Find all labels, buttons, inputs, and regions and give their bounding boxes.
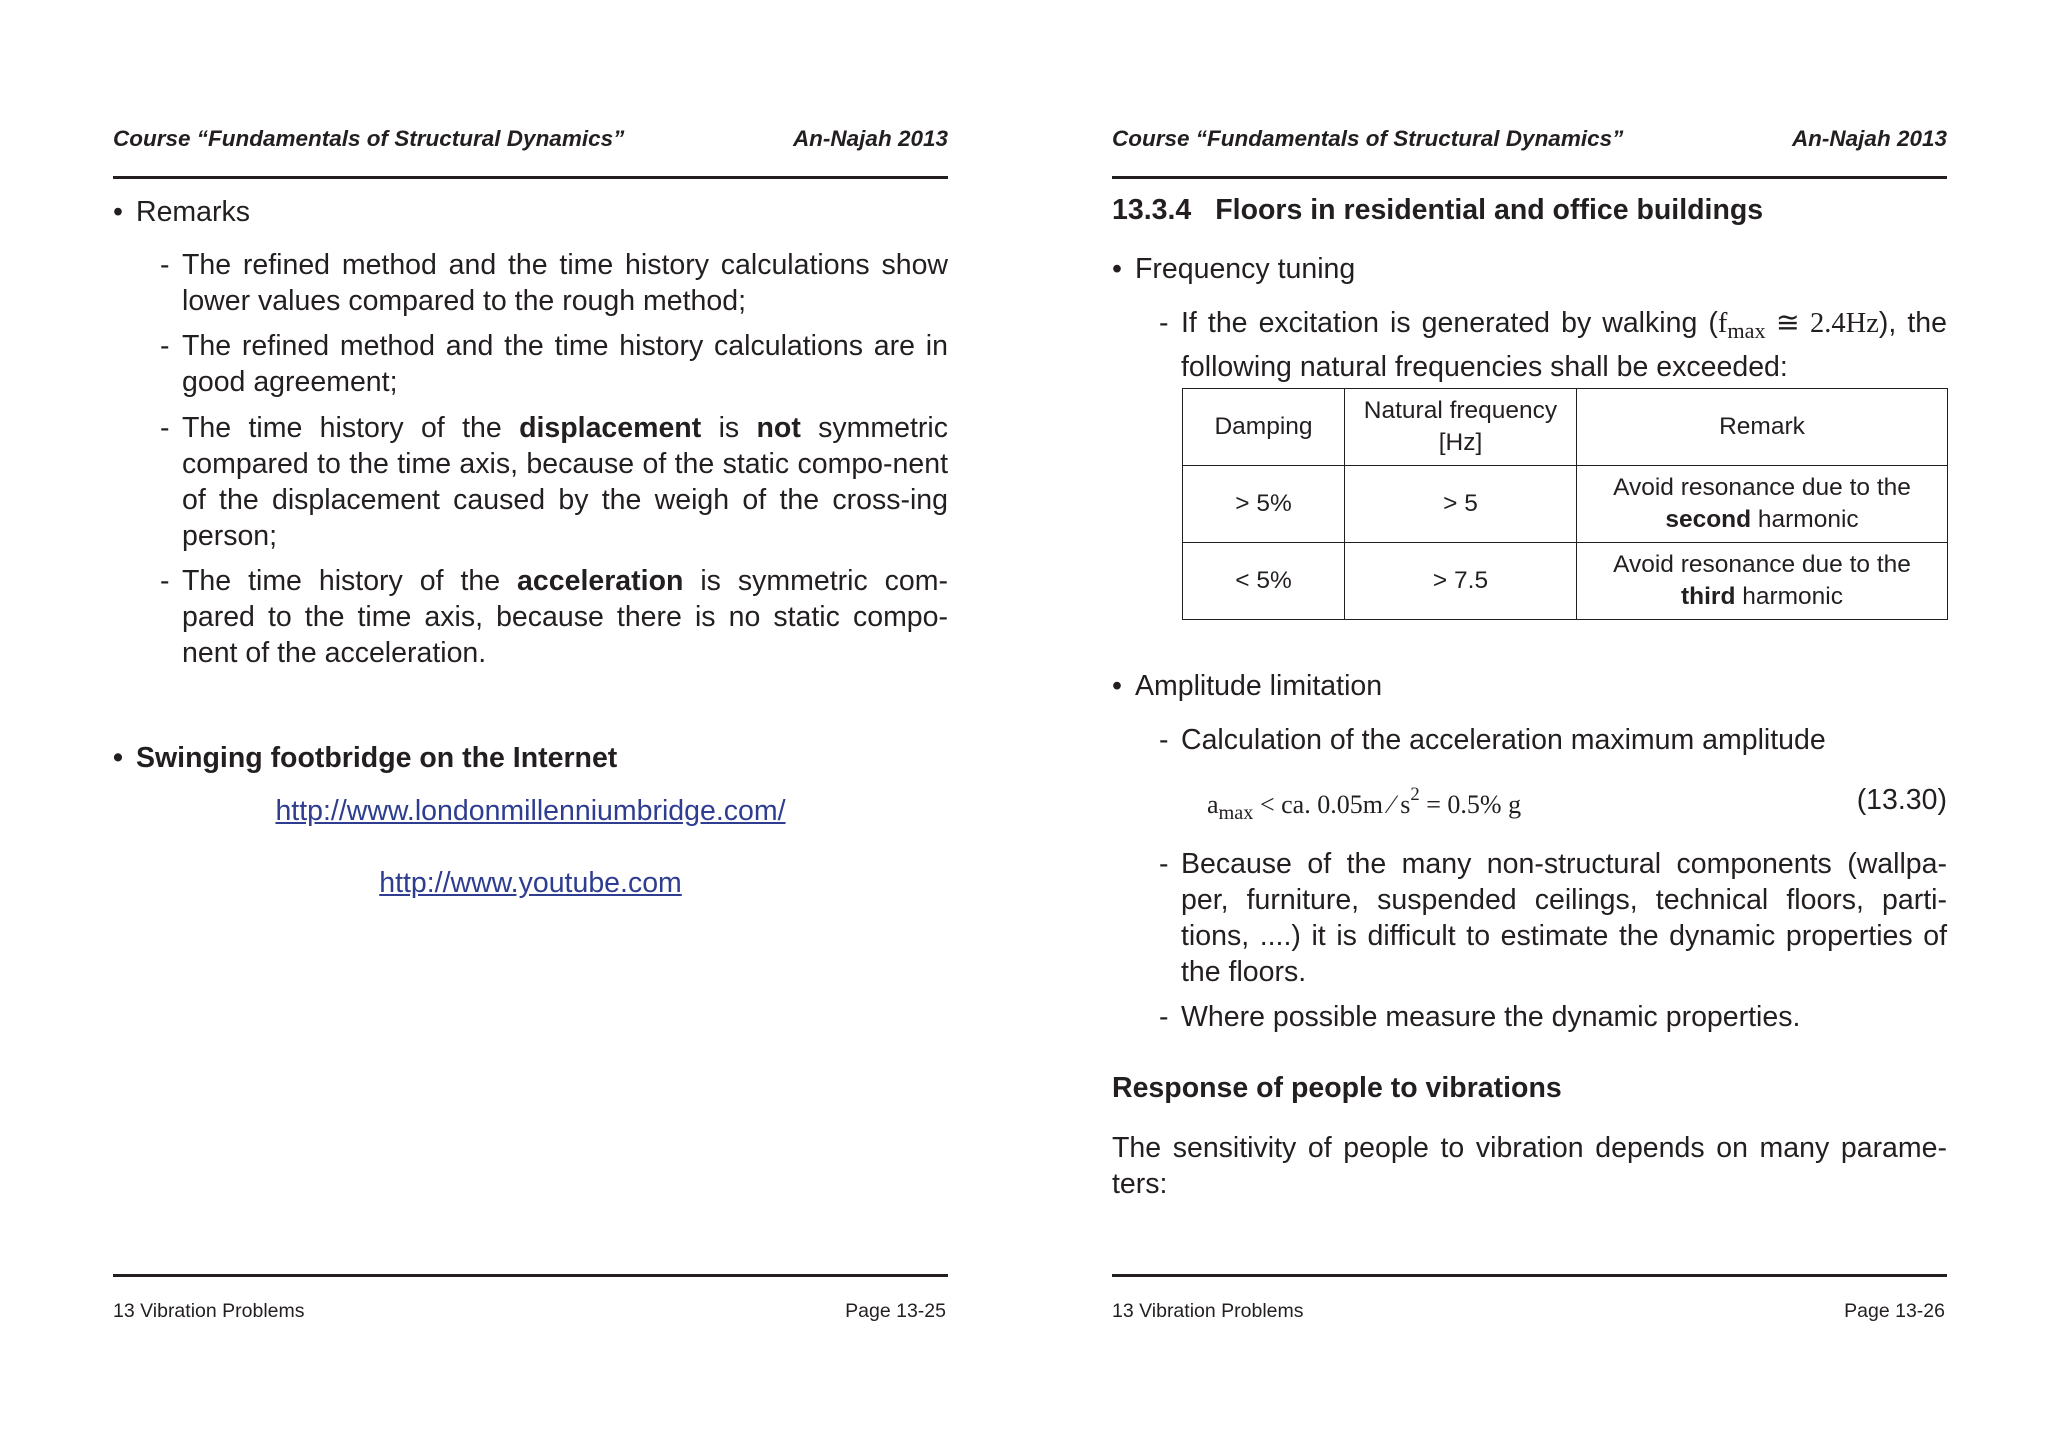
because-item: - Because of the many non-structural components (wallpa-per, furniture, suspended ceilings, technical floors, parti-tions, ....) it is difficult to estimate the dynamic properties of the floors. [1159, 848, 1947, 988]
remark-text: The refined method and the time history calculations show lower values compared to the rough method; [182, 249, 948, 317]
page-number: Page 13-26 [1844, 1300, 1945, 1322]
table-cell-frequency: > 5 [1345, 466, 1577, 543]
table-row [1183, 543, 1948, 620]
footer-rule [1112, 1274, 1947, 1277]
measure-text: Where possible measure the dynamic properties. [1181, 1001, 1801, 1033]
remarks-title: Remarks [136, 196, 251, 228]
amplitude-text: Calculation of the acceleration maximum amplitude [1181, 724, 1826, 756]
right-page [1112, 0, 1947, 1448]
frequency-title: Frequency tuning [1135, 253, 1356, 285]
institution-year: An-Najah 2013 [792, 126, 948, 151]
equation-number: (13.30) [1856, 784, 1947, 816]
bullet-dot-icon: • [1112, 670, 1122, 702]
emphasis-acceleration: acceleration [517, 565, 684, 597]
course-title: Course “Fundamentals of Structural Dynamics” [1112, 126, 1624, 151]
amplitude-title: Amplitude limitation [1135, 670, 1383, 702]
emphasis-not: not [756, 412, 801, 444]
remark-item: - The refined method and the time history calculations show lower values compared to the rough method; [160, 249, 948, 317]
left-page [113, 0, 948, 1448]
remark-text: The time history of the displacement is not symmetric compared to the time axis, because of the static compo-nent of the displacement caused by the weigh of the cross-ing person; [182, 412, 949, 552]
page-header [1112, 126, 1947, 156]
table-row [1183, 466, 1948, 543]
course-title: Course “Fundamentals of Structural Dynamics” [113, 126, 625, 151]
table-cell-damping: < 5% [1183, 543, 1345, 620]
amplitude-item: - Calculation of the acceleration maximum amplitude [1159, 722, 1947, 758]
remark-text: The time history of the acceleration is symmetric com-pared to the time axis, because there is no static compo-nent of the acceleration. [182, 565, 948, 669]
frequency-text: If the excitation is generated by walking ($f_{max}$ ≅ 2.4Hz), the following natural frequencies shall be exceeded: [1181, 307, 1947, 384]
footer-rule [113, 1274, 948, 1277]
table-cell-damping: > 5% [1183, 466, 1345, 543]
sensitivity-paragraph: The sensitivity of people to vibration depends on many parame-ters: [1112, 1132, 1947, 1200]
header-rule [1112, 176, 1947, 179]
table-header: Natural frequency [Hz] [1345, 389, 1577, 466]
header-rule [113, 176, 948, 179]
institution-year: An-Najah 2013 [1791, 126, 1947, 151]
bullet-dot-icon: • [113, 742, 123, 774]
because-text: Because of the many non-structural components (wallpa-per, furniture, suspended ceilings, technical floors, parti-tions, ....) it is difficult to estimate the dynamic properties of the floors. [1181, 848, 1947, 988]
table-cell-frequency: > 7.5 [1345, 543, 1577, 620]
response-heading: Response of people to vibrations [1112, 1072, 1562, 1104]
measure-item: - Where possible measure the dynamic properties. [1159, 999, 1947, 1035]
emphasis-displacement: displacement [519, 412, 702, 444]
remark-item: - The refined method and the time history calculations are in good agreement; [160, 330, 948, 398]
chapter-label: 13 Vibration Problems [113, 1300, 305, 1322]
section-title: Floors in residential and office buildings [1215, 194, 1764, 226]
bullet-dot-icon: • [1112, 253, 1122, 285]
table-header-row [1183, 389, 1948, 466]
link-youtube[interactable]: http://www.youtube.com [379, 867, 682, 899]
remark-text: The refined method and the time history calculations are in good agreement; [182, 330, 948, 398]
page-header [113, 126, 948, 156]
chapter-label: 13 Vibration Problems [1112, 1300, 1304, 1322]
bullet-dot-icon: • [113, 196, 123, 228]
table-cell-remark: Avoid resonance due to the second harmonic [1577, 466, 1948, 543]
table-cell-remark: Avoid resonance due to the third harmonic [1577, 543, 1948, 620]
section-number: 13.3.4 [1112, 194, 1192, 226]
table-header: Damping [1183, 389, 1345, 466]
swinging-title: Swinging footbridge on the Internet [136, 742, 618, 774]
remark-item: - The time history of the acceleration is symmetric com-pared to the time axis, because there is no static compo-nent of the acceleration. [160, 565, 948, 669]
link-london-bridge[interactable]: http://www.londonmillenniumbridge.com/ [275, 795, 786, 827]
section-heading [1112, 194, 1763, 227]
fmax-formula: $f_{max}$ ≅ 2.4Hz [1717, 308, 1879, 344]
remark-item: - The time history of the displacement is not symmetric compared to the time axis, because of the static compo-nent of the displacement caused by the weigh of the cross-ing person; [160, 412, 949, 552]
natural-frequency-table [1182, 388, 1948, 620]
amplitude-equation: $a_{max}$ < ca. 0.05m ⁄ $s^2 = 0.5\%$ g [1207, 784, 1522, 824]
page-number: Page 13-25 [845, 1300, 946, 1322]
frequency-item: - If the excitation is generated by walking ($f_{max}$ ≅ 2.4Hz), the following natural frequencies shall be exceeded: [1159, 307, 1947, 384]
table-header: Remark [1577, 389, 1948, 466]
